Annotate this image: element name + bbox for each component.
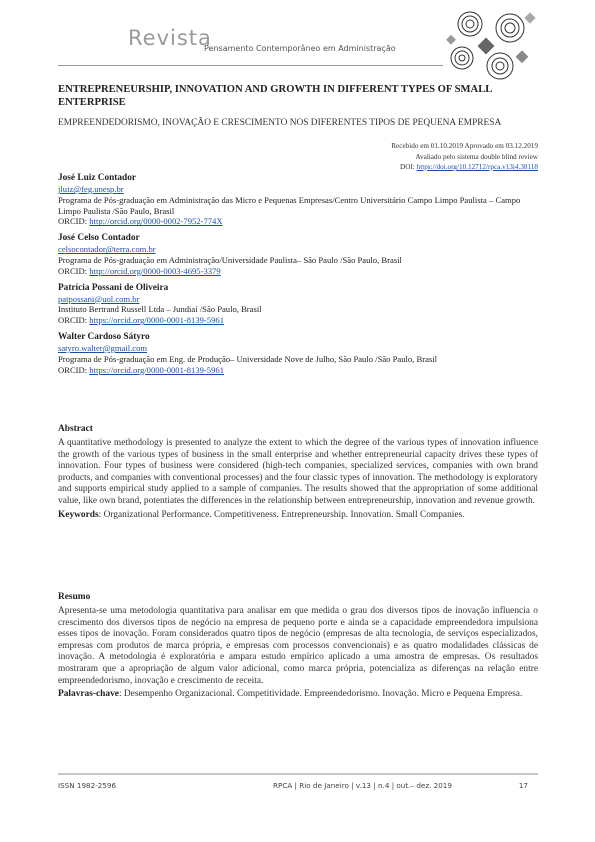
author-block [58,232,538,276]
orcid-label: ORCID: [58,216,90,227]
footer-citation: RPCA | Rio de Janeiro | v.13 | n.4 | out.– dez. 2019 [273,781,452,790]
orcid-link[interactable]: http://orcid.org/0000-0003-4695-3379 [89,265,221,276]
author-affiliation: Instituto Bertrand Russell Ltda – Jundiaí /São Paulo, Brasil [58,304,262,315]
author-block [58,172,538,227]
author-list [58,172,538,380]
author-email-link[interactable]: celsocontador@terra.com.br [58,244,156,255]
author-block [58,331,538,375]
author-affiliation: Programa de Pós-graduação em Administração/Universidade Paulista– São Paulo /São Paulo, Brasil [58,254,402,265]
resumo-heading: Resumo [58,592,91,602]
doi-line [391,162,538,173]
footer-divider [58,773,538,775]
orcid-link[interactable]: https://orcid.org/0000-0001-8139-5961 [89,315,224,326]
article-title: ENTREPRENEURSHIP, INNOVATION AND GROWTH IN DIFFERENT TYPES OF SMALL ENTERPRISE [58,84,492,108]
abstract-text: A quantitative methodology is presented to analyze the extent to which the degree of the various types of innovation influence the growth of the various types of business in the small enterprise and whether entrepreneurial capacity drives these types of innovation. Four types of business were considered (high-tech companies, specialized services, companies with own brand products, and companies with conventional processes) and the four classic types of innovation. The methodology is exploratory and supports empirical study applied to a sample of companies. The results showed that the appropriation of some additional value, like own brand, potentiates the differences in the relationship between entrepreneurship, innovation and revenue growth. [58,438,538,506]
resumo-keywords [58,689,538,701]
author-email-link[interactable]: jluiz@feg.unesp.br [58,184,124,194]
abstract-section [58,424,538,521]
spiral-ornament-logo [440,6,540,88]
author-email-link[interactable]: patpossani@uol.com.br [58,293,140,304]
doi-label: DOI: [400,163,417,171]
author-email-link[interactable]: satyro.walter@gmail.com [58,342,148,353]
orcid-label: ORCID: [58,364,90,375]
orcid-link[interactable]: https://orcid.org/0000-0001-8139-5961 [89,364,224,375]
article-subtitle: EMPREENDEDORISMO, INOVAÇÃO E CRESCIMENTO NOS DIFERENTES TIPOS DE PEQUENA EMPRESA [58,118,502,128]
article-metadata [391,141,538,173]
abstract-heading: Abstract [58,424,93,434]
received-dates: Recebido em 01.10.2019 Aprovado em 03.12.2019 [391,142,538,150]
journal-logo-word: Revista [128,26,212,50]
resumo-text: Apresenta-se uma metodologia quantitativa para analisar em que medida o grau dos diversos tipos de inovação influencia o crescimento dos diversos tipos de negócio na empresa de pequeno porte e ainda se a capacidade empreendedora impulsiona esses tipos de inovação. Foram considerados quatro tipos de negócio (empresas de alta tecnologia, de serviços especializados, empresas com produtos de marca própria, e empresas com processos convencionais) e as quatro modalidades clássicas de inovação. A metodologia é exploratória e ampara estudo empírico aplicado a uma amostra de empresas. Os resultados mostraram que a apropriação de algum valor adicional, como marca própria, potencializa as diferenças na relação entre empreendedorismo, inovação e crescimento de receita. [58,606,538,686]
author-name: Patrícia Possani de Oliveira [58,282,169,293]
doi-link[interactable]: https://doi.org/10.12712/rpca.v13i4.38118 [416,163,538,171]
abstract-keywords [58,510,538,522]
author-orcid [58,365,538,376]
author-orcid [58,266,538,277]
author-name: Walter Cardoso Sátyro [58,331,150,342]
orcid-label: ORCID: [58,315,90,326]
review-note: Avaliado pelo sistema double blind review [415,152,538,161]
orcid-label: ORCID: [58,265,90,276]
palavras-chave-text: : Desempenho Organizacional. Competitividade. Empreendedorismo. Inovação. Micro e Pequena Empresa. [118,689,523,700]
journal-subtitle: Pensamento Contemporâneo em Administração [204,44,396,53]
author-affiliation: Programa de Pós-graduação em Administração das Micro e Pequenas Empresas/Centro Universitário Campo Limpo Paulista – Campo Limpo Paulista /São Paulo, Brasil [58,194,521,216]
footer-issn: ISSN 1982-2596 [58,781,117,790]
keywords-text: : Organizational Performance. Competitiveness. Entrepreneurship. Innovation. Small Companies. [98,509,465,520]
palavras-chave-label: Palavras-chave [58,689,119,700]
orcid-link[interactable]: http://orcid.org/0000-0002-7952-774X [89,216,223,227]
page-number: 17 [518,781,528,790]
author-block [58,282,538,326]
author-name: José Celso Contador [58,233,140,244]
author-affiliation: Programa de Pós-graduação em Eng. de Produção– Universidade Nove de Julho, São Paulo /São Paulo, Brasil [58,353,438,364]
header-divider [58,65,443,66]
resumo-section [58,592,538,701]
author-orcid [58,315,538,326]
author-orcid [58,216,538,227]
author-name: José Luiz Contador [58,173,136,183]
keywords-label: Keywords [58,509,99,520]
